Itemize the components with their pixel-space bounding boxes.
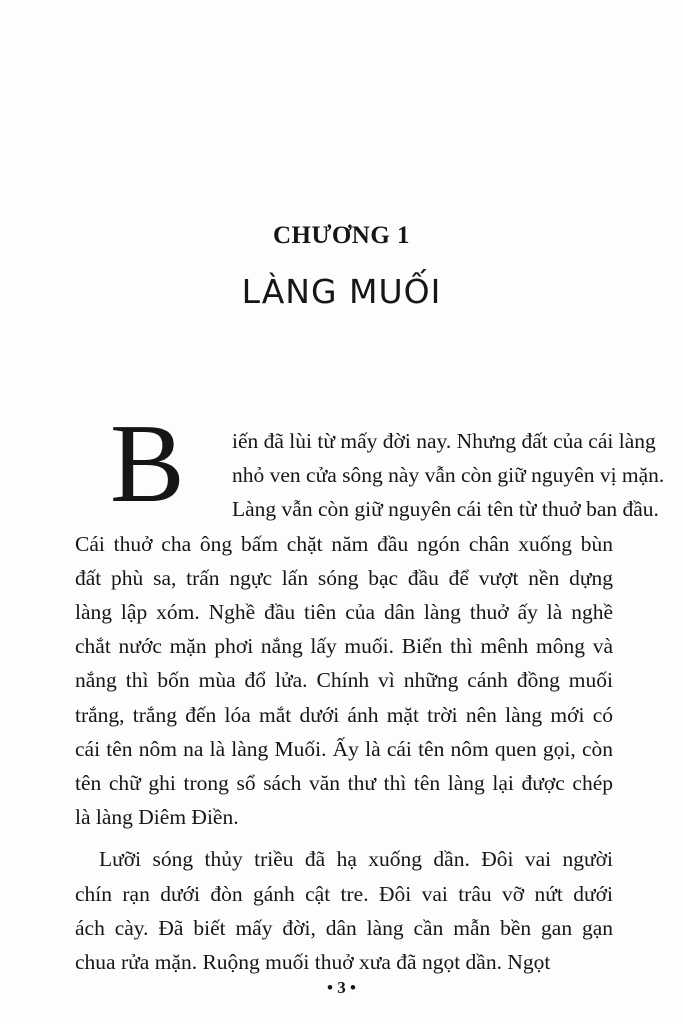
text-line: chín rạn dưới đòn gánh cật tre. Đôi vai trâu vỡ nứt dưới [75, 881, 613, 906]
drop-cap: B [110, 402, 185, 526]
text-line: tên chữ ghi trong sổ sách văn thư thì tên làng lại được chép [75, 771, 613, 795]
text-line: làng lập xóm. Nghề đầu tiên của dân làng thuở ấy là nghề [75, 600, 613, 624]
text-line: chua rửa mặn. Ruộng muối thuở xưa đã ngọt dần. Ngọt [75, 950, 551, 974]
chapter-title: LÀNG MUỐI [241, 272, 442, 311]
text-line: cái tên nôm na là làng Muối. Ấy là cái tên nôm quen gọi, còn [75, 736, 613, 761]
text-line: Làng vẫn còn giữ nguyên cái tên từ thuở ban đầu. [232, 497, 659, 522]
text-line: trắng, trắng đến lóa mắt dưới ánh mặt trời nên làng mới có [75, 702, 613, 727]
text-line: nắng thì bốn mùa đổ lửa. Chính vì những cánh đồng muối [75, 668, 613, 693]
text-line: Cái thuở cha ông bấm chặt năm đầu ngón chân xuống bùn [75, 531, 613, 556]
text-line: Lưỡi sóng thủy triều đã hạ xuống dần. Đôi vai người [99, 847, 613, 872]
text-line: iến đã lùi từ mấy đời nay. Nhưng đất của cái làng [232, 429, 656, 453]
text-line: ách cày. Đã biết mấy đời, dân làng cần mẫn bền gan gạn [75, 915, 613, 940]
text-line: chắt nước mặn phơi nắng lấy muối. Biển thì mênh mông và [75, 634, 613, 659]
text-line: là làng Diêm Điền. [75, 805, 239, 830]
page-number: • 3 • [327, 978, 356, 997]
text-line: đất phù sa, trấn ngực lấn sóng bạc đầu để vượt nền dựng [75, 565, 613, 590]
text-line: nhỏ ven cửa sông này vẫn còn giữ nguyên vị mặn. [232, 463, 665, 488]
chapter-number: CHƯƠNG 1 [272, 222, 411, 249]
